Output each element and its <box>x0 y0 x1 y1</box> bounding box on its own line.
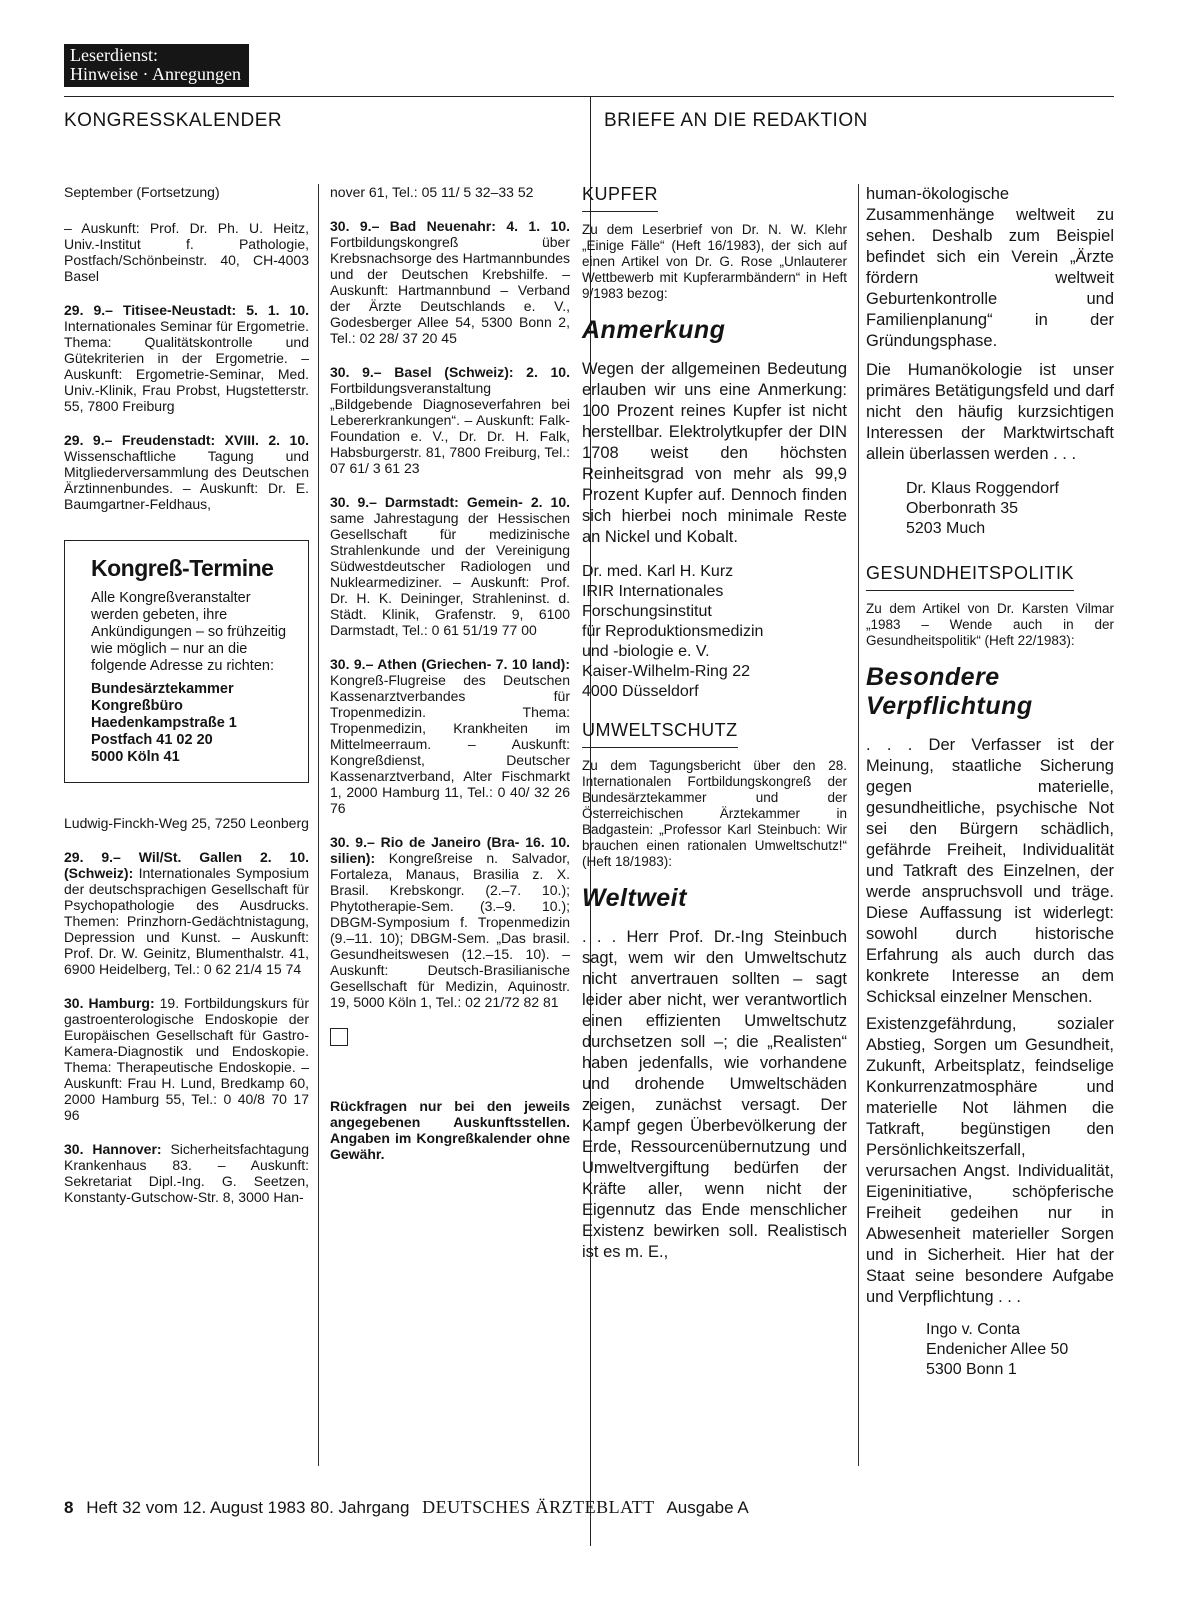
box-title: Kongreß-Termine <box>91 555 274 581</box>
entry-date-place: 30. 9.– Basel (Schweiz): 2. 10. <box>330 364 570 380</box>
kalender-column-2 <box>330 184 570 1162</box>
entry-text: Kongreßreise n. Salvador, Fortaleza, Manaus, Brasilia z. X. Brasil. Krebskongr. (2.–7. 10.); Phytotherapie-Sem. (3.–9. 10.); DBGM-Symposium f. Tropenmedizin (9.–11. 10); DBGM-Sem. „Das brasil. Gesundheitswesen (12.–15. 10). – Auskunft: Deutsch-Brasilianische Gesellschaft für Medizin, Aquinostr. 19, 5000 Köln 1, Tel.: 02 21/72 82 81 <box>330 850 570 1010</box>
kalender-entry <box>64 849 309 977</box>
umwelt-letter-continued-2: Die Humanökologie ist unser primäres Betätigungsfeld und darf nicht den häufig kurzsichtigen Interessen der Marktwirtschaft allein überlassen werden . . . <box>866 361 1114 463</box>
kupfer-signature <box>582 562 847 702</box>
entry-date-place: 29. 9.– Freudenstadt: XVIII. 2. 10. <box>64 432 309 448</box>
box-address-line: Kongreßbüro <box>91 698 183 714</box>
kalender-entry <box>64 432 309 512</box>
entry-text: Kongreß-Flugreise des Deutschen Kassenarztverbandes für Tropenmedizin. Thema: Tropenmedizin, Krankheiten im Mittelmeerraum. – Auskunft: Kongreßdienst, Deutscher Kassenarztverband, Alter Fischmarkt 1, 2000 Hamburg 11, Tel.: 0 40/ 32 26 76 <box>330 672 570 816</box>
entry-date-place: 29. 9.– Titisee-Neustadt: 5. 1. 10. <box>64 302 309 318</box>
kalender-entry <box>64 302 309 414</box>
gesundheit-heading: GESUNDHEITSPOLITIK <box>866 563 1074 591</box>
briefe-column-2 <box>866 184 1114 1380</box>
box-address-line: Bundesärztekammer <box>91 681 234 697</box>
umwelt-signature <box>866 479 1114 539</box>
gesundheit-letter-body-2: Existenzgefährdung, sozialer Abstieg, Sorgen um Gesundheit, Zukunft, Arbeitsplatz, feindselige Konkurrenzatmosphäre und materielle Not lähmen die Tatkraft, begünstigen den Persönlichkeitszerfall, verursachen Angst. Individualität, Eigeninitiative, schöpferische Freiheit gedeihen nur in Abwesenheit materieller Sorgen und in Sicherheit. Hier hat der Staat seine besondere Aufgabe und Verpflichtung . . . <box>866 1015 1114 1306</box>
kalender-entry <box>330 834 570 1010</box>
signature-line: IRIR Internationales <box>582 583 724 600</box>
section-badge <box>64 44 249 87</box>
entry-text: Wissenschaftliche Tagung und Mitgliederversammlung des Deutschen Ärztinnenbundes. – Auskunft: Dr. E. Baumgartner-Feldhaus, <box>64 448 309 512</box>
column-divider-1 <box>318 184 319 1466</box>
entry-date-place: 29. 9.– Wil/St. Gallen 2. 10. (Schweiz): <box>64 849 309 881</box>
signature-line: Oberbonrath 35 <box>906 500 1019 517</box>
end-square-icon <box>330 1028 348 1046</box>
entry-text: nover 61, Tel.: 05 11/ 5 32–33 52 <box>330 184 534 200</box>
kalender-column-1 <box>64 184 309 1223</box>
entry-date-place: 30. Hamburg: <box>64 995 155 1011</box>
kalender-entry <box>64 1141 309 1205</box>
kongresskalender-heading: KONGRESSKALENDER <box>64 110 283 131</box>
top-rule <box>64 96 1114 97</box>
umwelt-heading: UMWELTSCHUTZ <box>582 720 738 748</box>
umwelt-reference: Zu dem Tagungsbericht über den 28. Internationalen Fortbildungskongreß der Bundesärztekammer und der Österreichischen Ärztekammer in Badgastein: „Professor Karl Steinbuch: Wir brauchen einen rationalen Umweltschutz!“ (Heft 18/1983): <box>582 758 847 869</box>
signature-line: Forschungsinstitut <box>582 603 712 620</box>
gesundheit-letter-body: . . . Der Verfasser ist der Meinung, staatliche Sicherung gegen materielle, gesundheitliche, psychische Not sei den Bürgern schädlich, gefährde Freiheit, Individualität und Tatkraft des Einzelnen, der werde anspruchsvoll und träge. Diese Auffassung ist widerlegt: sowohl durch historische Erfahrung als auch durch das konkrete Interesse an dem Schicksal einzelner Menschen. <box>866 736 1114 1006</box>
entry-text: 19. Fortbildungskurs für gastroenterologische Endoskopie der Europäischen Gesellschaft für Gastro-Kamera-Diagnostik und Endoskopie. Thema: Therapeutische Endoskopie. – Auskunft: Frau H. Lund, Bredkamp 60, 2000 Hamburg 55, Tel.: 0 40/8 70 17 96 <box>64 995 309 1123</box>
magazine-name: DEUTSCHES ÄRZTEBLATT <box>422 1497 655 1517</box>
gesundheit-signature <box>866 1320 1114 1380</box>
entry-date-place: 30. 9.– Darmstadt: Gemein- 2. 10. <box>330 494 570 510</box>
column-divider-2 <box>858 184 859 1466</box>
kalender-entry <box>330 218 570 346</box>
entry-text: Sicherheitsfachtagung Krankenhaus 83. – Auskunft: Sekretariat Dipl.-Ing. G. Seetzen, Konstanty-Gutschow-Str. 8, 3000 Han- <box>64 1141 309 1205</box>
kalender-entry <box>64 220 309 284</box>
kalender-month: September (Fortsetzung) <box>64 184 220 200</box>
umwelt-letter-body: . . . Herr Prof. Dr.-Ing Steinbuch sagt, wem wir den Umweltschutz nicht anvertrauen sollten – sagt leider aber nicht, wer verantwortlich einen effizienten Umweltschutz durchsetzen soll –; die „Realisten“ haben jedenfalls, wie vorhandene und drohende Umweltschäden zeigen, zunächst versagt. Der Kampf gegen Überbevölkerung der Erde, Ressourcenübernutzung und Umweltvergiftung bedürfen der Kräfte aller, wenn nicht der Eigennutz das Ende menschlicher Existenz bewirken soll. Realistisch ist es m. E., <box>582 928 847 1261</box>
issue-info: Heft 32 vom 12. August 1983 80. Jahrgang <box>86 1498 410 1517</box>
gesundheit-reference: Zu dem Artikel von Dr. Karsten Vilmar „1983 – Wende auch in der Gesundheitspolitik“ (Heft 22/1983): <box>866 601 1114 648</box>
signature-line: und -biologie e. V. <box>582 643 710 660</box>
signature-line: für Reproduktionsmedizin <box>582 623 764 640</box>
box-address-line: Haedenkampstraße 1 <box>91 715 237 731</box>
box-address <box>91 681 290 766</box>
entry-date-place: 30. 9.– Rio de Janeiro (Bra- 16. 10. silien): <box>330 834 570 866</box>
signature-line: Dr. med. Karl H. Kurz <box>582 563 734 580</box>
box-address-line: 5000 Köln 41 <box>91 749 180 765</box>
badge-line-2: Hinweise · Anregungen <box>70 64 241 84</box>
signature-line: Ingo v. Conta <box>926 1321 1020 1338</box>
kupfer-reference: Zu dem Leserbrief von Dr. N. W. Klehr „Einige Fälle“ (Heft 16/1983), der sich auf einen Artikel von Dr. G. Rose „Unlauterer Wettbewerb mit Kupferarmbändern“ in Heft 9/1983 bezog: <box>582 222 847 301</box>
signature-line: 5203 Much <box>906 520 986 537</box>
entry-text: Internationales Symposium der deutschsprachigen Gesellschaft für Psychopathologie des Ausdrucks. Themen: Prinzhorn-Gedächtnistagung, Depression und Kunst. – Auskunft: Prof. Dr. W. Geinitz, Blumenthalstr. 41, 6900 Heidelberg, Tel.: 0 62 21/4 15 74 <box>64 865 309 977</box>
box-text: Alle Kongreßveranstalter werden gebeten, ihre Ankündigungen – so frühzeitig wie möglich – nur an die folgende Adresse zu richten: <box>91 590 287 674</box>
signature-line: 4000 Düsseldorf <box>582 683 699 700</box>
briefe-heading: BRIEFE AN DIE REDAKTION <box>604 110 868 131</box>
page-footer <box>64 1497 749 1518</box>
entry-text: Internationales Seminar für Ergometrie. Thema: Qualitätskontrolle und Gütekriterien in der Ergometrie. – Auskunft: Ergometrie-Seminar, Med. Univ.-Klinik, Frau Probst, Hugstetterstr. 55, 7800 Freiburg <box>64 318 309 414</box>
kalender-entry <box>64 815 309 831</box>
kalender-notice: Rückfragen nur bei den jeweils angegebenen Auskunftsstellen. Angaben im Kongreßkalender ohne Gewähr. <box>330 1098 570 1162</box>
entry-text: – Auskunft: Prof. Dr. Ph. U. Heitz, Univ.-Institut f. Pathologie, Postfach/Schönbeinstr. 40, CH-4003 Basel <box>64 220 309 284</box>
entry-text: Fortbildungskongreß über Krebsnachsorge des Hartmannbundes und der Deutschen Krebshilfe. – Auskunft: Hartmannbund – Verband der Ärzte Deutschlands e. V., Godesberger Allee 54, 5300 Bonn 2, Tel.: 02 28/ 37 20 45 <box>330 234 570 346</box>
box-address-line: Postfach 41 02 20 <box>91 732 213 748</box>
kongress-termine-box <box>64 540 309 783</box>
kalender-entry <box>64 995 309 1123</box>
umwelt-letter-title: Weltweit <box>582 884 687 912</box>
kalender-entry <box>330 364 570 476</box>
entry-text: same Jahrestagung der Hessischen Gesellschaft für medizinische Strahlenkunde und der Vereinigung Südwestdeutscher Radiologen und Nuklearmediziner. – Auskunft: Prof. Dr. H. K. Deininger, Strahleninst. d. Städt. Klinik, Grafenstr. 9, 6100 Darmstadt, Tel.: 0 61 51/19 77 00 <box>330 510 570 638</box>
kupfer-letter-title: Anmerkung <box>582 316 726 344</box>
signature-line: Dr. Klaus Roggendorf <box>906 480 1059 497</box>
kupfer-letter-body: Wegen der allgemeinen Bedeutung erlauben wir uns eine Anmerkung: 100 Prozent reines Kupfer ist nicht herstellbar. Elektrolytkupfer der DIN 1708 weist den höchsten Reinheitsgrad von mehr als 99,9 Prozent Kupfer auf. Dennoch finden sich hierbei noch minimale Reste an Nickel und Kobalt. <box>582 360 847 546</box>
umwelt-letter-continued: human-ökologische Zusammenhänge weltweit zu sehen. Deshalb zum Beispiel befindet sich ein Verein „Ärzte fördern weltweit Geburtenkontrolle und Familienplanung“ in der Gründungsphase. <box>866 185 1114 350</box>
gesundheit-letter-title: Besondere Verpflichtung <box>866 663 1033 720</box>
badge-line-1: Leserdienst: <box>70 45 158 65</box>
kupfer-heading: KUPFER <box>582 184 658 212</box>
briefe-column-1 <box>582 184 847 1263</box>
kalender-entry <box>330 656 570 816</box>
signature-line: 5300 Bonn 1 <box>926 1361 1017 1378</box>
edition: Ausgabe A <box>666 1498 749 1517</box>
entry-text: Fortbildungsveranstaltung „Bildgebende Diagnoseverfahren bei Lebererkrankungen“. – Auskunft: Falk-Foundation e. V., Dr. Dr. H. Falk, Habsburgerstr. 81, 7800 Freiburg, Tel.: 07 61/ 3 61 23 <box>330 380 570 476</box>
entry-date-place: 30. Hannover: <box>64 1141 162 1157</box>
kalender-entry <box>330 494 570 638</box>
entry-date-place: 30. 9.– Bad Neuenahr: 4. 1. 10. <box>330 218 570 234</box>
page-number: 8 <box>64 1498 74 1517</box>
signature-line: Kaiser-Wilhelm-Ring 22 <box>582 663 751 680</box>
kalender-entry <box>330 184 570 200</box>
entry-text: Ludwig-Finckh-Weg 25, 7250 Leonberg <box>64 815 309 831</box>
signature-line: Endenicher Allee 50 <box>926 1341 1069 1358</box>
entry-date-place: 30. 9.– Athen (Griechen- 7. 10 land): <box>330 656 570 672</box>
